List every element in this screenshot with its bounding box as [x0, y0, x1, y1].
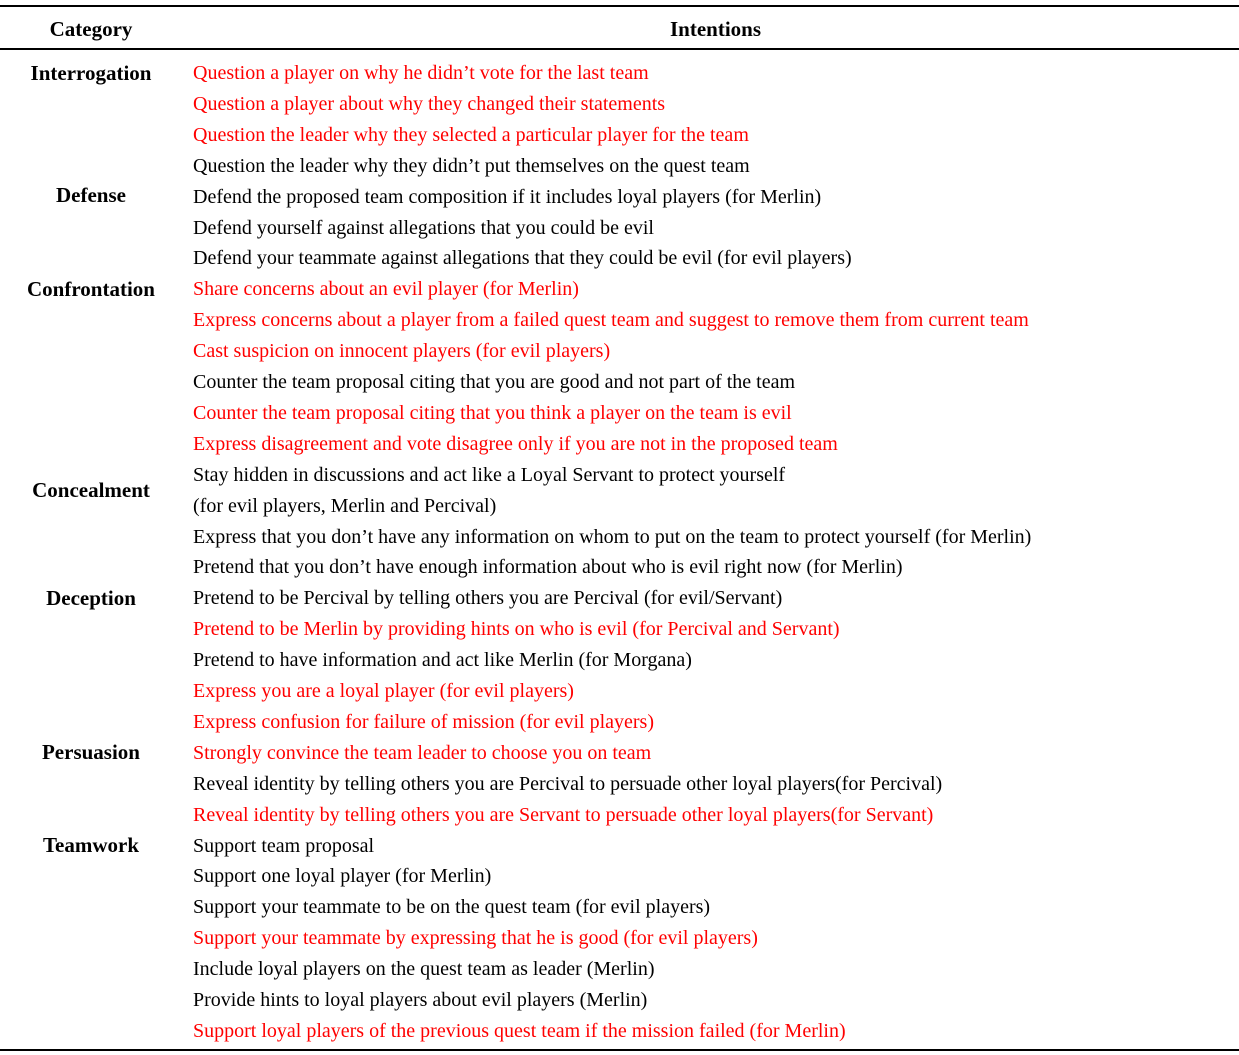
intention-row: Express concerns about a player from a failed quest team and suggest to remove them from current team — [193, 309, 1029, 332]
header-rule — [0, 48, 1239, 50]
intention-row: Question the leader why they selected a particular player for the team — [193, 123, 749, 146]
intention-row: Pretend to be Percival by telling others you are Percival (for evil/Servant) — [193, 587, 783, 610]
intention-row: Pretend to have information and act like Merlin (for Morgana) — [193, 649, 692, 672]
intention-row: Counter the team proposal citing that you think a player on the team is evil — [193, 401, 792, 424]
category-interrogation: Interrogation — [30, 61, 152, 85]
intention-row: Support your teammate by expressing that he is good (for evil players) — [193, 927, 758, 950]
header-intentions: Intentions — [669, 17, 762, 41]
bottom-rule — [0, 1049, 1239, 1051]
intention-row: Pretend that you don’t have enough information about who is evil right now (for Merlin) — [193, 556, 903, 579]
category-concealment: Concealment — [32, 478, 150, 502]
intention-row: Cast suspicion on innocent players (for evil players) — [193, 340, 611, 363]
intention-row: Include loyal players on the quest team as leader (Merlin) — [193, 958, 655, 981]
category-defense: Defense — [56, 183, 126, 207]
category-confrontation: Confrontation — [27, 277, 155, 301]
intention-row: Reveal identity by telling others you are Servant to persuade other loyal players(for Servant) — [193, 803, 934, 826]
intention-row: Strongly convince the team leader to choose you on team — [193, 741, 652, 764]
intention-row: Question a player on why he didn’t vote for the last team — [193, 62, 649, 84]
intention-row: Support team proposal — [193, 834, 375, 857]
header-category: Category — [49, 17, 133, 41]
intention-row: Reveal identity by telling others you are Percival to persuade other loyal players(for Percival) — [193, 772, 943, 795]
intention-row: Defend the proposed team composition if it includes loyal players (for Merlin) — [193, 185, 822, 208]
intention-row: Defend yourself against allegations that you could be evil — [193, 216, 654, 239]
intention-row: Express confusion for failure of mission (for evil players) — [193, 710, 654, 733]
intention-row: Defend your teammate against allegations that they could be evil (for evil players) — [193, 247, 852, 270]
intention-row: (for evil players, Merlin and Percival) — [193, 494, 497, 517]
intention-row: Support one loyal player (for Merlin) — [193, 865, 492, 888]
intention-row: Provide hints to loyal players about evil players (Merlin) — [193, 989, 648, 1011]
intention-row: Support your teammate to be on the quest team (for evil players) — [193, 896, 711, 919]
intention-row: Express that you don’t have any information on whom to put on the team to protect yourself (for Merlin) — [193, 525, 1032, 548]
intention-row: Express you are a loyal player (for evil players) — [193, 680, 574, 702]
category-teamwork: Teamwork — [42, 833, 140, 857]
intention-row: Counter the team proposal citing that you are good and not part of the team — [193, 371, 796, 393]
intention-row: Pretend to be Merlin by providing hints on who is evil (for Percival and Servant) — [193, 618, 840, 641]
intention-row: Stay hidden in discussions and act like a Loyal Servant to protect yourself — [193, 463, 786, 486]
intention-row: Question a player about why they changed their statements — [193, 92, 666, 115]
category-persuasion: Persuasion — [41, 740, 140, 764]
intention-row: Express disagreement and vote disagree only if you are not in the proposed team — [193, 432, 838, 455]
top-rule — [0, 5, 1239, 7]
category-deception: Deception — [46, 586, 136, 610]
intention-row: Support loyal players of the previous quest team if the mission failed (for Merlin) — [193, 1019, 846, 1042]
intention-row: Question the leader why they didn’t put themselves on the quest team — [193, 154, 750, 177]
intention-row: Share concerns about an evil player (for Merlin) — [193, 278, 579, 301]
